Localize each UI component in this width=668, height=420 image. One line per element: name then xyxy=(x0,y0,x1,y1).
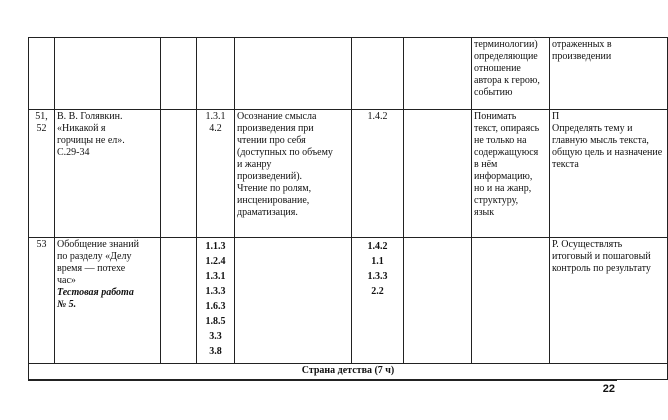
cell-line: горчицы не ел». xyxy=(57,135,125,146)
cell-empty xyxy=(404,238,472,364)
cell-line: В. В. Голявкин. xyxy=(57,111,123,122)
cell-line: чтении про себя xyxy=(237,135,306,146)
page-footer-rule xyxy=(28,380,617,381)
cell-uud xyxy=(550,38,668,110)
code: 1.3.1 xyxy=(205,111,226,122)
cell-topic xyxy=(55,238,161,364)
table-row xyxy=(29,110,668,238)
cell-codes xyxy=(197,38,235,110)
cell-line: структуру, xyxy=(474,195,519,206)
cell-line: информацию, xyxy=(474,171,533,182)
cell-line: определяющие xyxy=(474,51,538,62)
cell-uud xyxy=(550,238,668,364)
cell-line: и жанру xyxy=(237,159,272,170)
code: 1.4.2 xyxy=(367,111,388,122)
cell-skills xyxy=(472,110,550,238)
cell-line: Понимать xyxy=(474,111,517,122)
cell-line: по разделу «Делу xyxy=(57,251,132,262)
cell-line: контроль по результату xyxy=(552,263,651,274)
cell-topic xyxy=(55,38,161,110)
cell-codes-2 xyxy=(352,110,404,238)
cell-line: П xyxy=(552,111,560,122)
cell-goals xyxy=(235,110,352,238)
section-row xyxy=(29,364,668,380)
cell-line: содержащуюся xyxy=(474,147,539,158)
code: 1.3.3 xyxy=(367,271,388,282)
cell-line: С.29-34 xyxy=(57,147,90,158)
cell-line: текста xyxy=(552,159,579,170)
cell-line: Осознание смысла xyxy=(237,111,317,122)
cell-uud xyxy=(550,110,668,238)
cell-line: событию xyxy=(474,87,513,98)
table-row xyxy=(29,38,668,110)
cell-codes-2 xyxy=(352,238,404,364)
cell-line: Обобщение знаний xyxy=(57,239,139,250)
cell-empty xyxy=(161,110,197,238)
cell-topic xyxy=(55,110,161,238)
lesson-number: 53 xyxy=(36,239,47,250)
cell-num xyxy=(29,238,55,364)
cell-num xyxy=(29,110,55,238)
code: 1.4.2 xyxy=(367,241,388,252)
cell-goals xyxy=(235,238,352,364)
cell-line: но и на жанр, xyxy=(474,183,532,194)
cell-line: драматизация. xyxy=(237,207,298,218)
cell-line: итоговый и пошаговый xyxy=(552,251,651,262)
cell-empty xyxy=(161,238,197,364)
cell-line: произведения при xyxy=(237,123,314,134)
cell-line: (доступных по объему xyxy=(237,147,333,158)
cell-line: «Никакой я xyxy=(57,123,106,134)
code: 1.8.5 xyxy=(205,316,226,327)
cell-line: время — потехе xyxy=(57,263,126,274)
cell-line: в нём xyxy=(474,159,498,170)
code: 1.2.4 xyxy=(205,256,226,267)
cell-line: не только на xyxy=(474,135,527,146)
code: 1.1 xyxy=(371,256,384,267)
cell-line: терминологии) xyxy=(474,39,538,50)
cell-empty xyxy=(404,38,472,110)
cell-empty xyxy=(161,38,197,110)
cell-line: автора к герою, xyxy=(474,75,540,86)
cell-line: час» xyxy=(57,275,76,286)
code: 1.3.3 xyxy=(205,286,226,297)
lesson-number: 51, xyxy=(35,111,48,122)
cell-line: произведений). xyxy=(237,171,303,182)
code: 3.3 xyxy=(209,331,222,342)
cell-line: произведении xyxy=(552,51,612,62)
section-title: Страна детства (7 ч) xyxy=(29,364,668,380)
code: 4.2 xyxy=(209,123,222,134)
cell-empty xyxy=(404,110,472,238)
cell-codes xyxy=(197,238,235,364)
cell-line: отношение xyxy=(474,63,521,74)
cell-skills xyxy=(472,238,550,364)
cell-line: отраженных в xyxy=(552,39,612,50)
cell-codes-2 xyxy=(352,38,404,110)
lesson-number: 52 xyxy=(36,123,47,134)
cell-line: общую цель и назначение xyxy=(552,147,663,158)
cell-line: язык xyxy=(474,207,495,218)
cell-num xyxy=(29,38,55,110)
cell-skills xyxy=(472,38,550,110)
cell-line: Р. Осуществлять xyxy=(552,239,623,250)
cell-codes xyxy=(197,110,235,238)
table-row xyxy=(29,238,668,364)
cell-line: Чтение по ролям, xyxy=(237,183,312,194)
cell-line: Определять тему и xyxy=(552,123,633,134)
code: 3.8 xyxy=(209,346,222,357)
code: 1.6.3 xyxy=(205,301,226,312)
cell-line: текст, опираясь xyxy=(474,123,540,134)
lesson-plan-table xyxy=(28,37,668,380)
cell-line: главную мысль текста, xyxy=(552,135,649,146)
code: 2.2 xyxy=(371,286,384,297)
code: 1.3.1 xyxy=(205,271,226,282)
cell-goals xyxy=(235,38,352,110)
code: 1.1.3 xyxy=(205,241,226,252)
cell-line: инсценирование, xyxy=(237,195,310,206)
page-number: 22 xyxy=(602,383,615,395)
test-work-label: Тестовая работа xyxy=(57,287,134,298)
test-work-number: № 5. xyxy=(57,299,77,310)
